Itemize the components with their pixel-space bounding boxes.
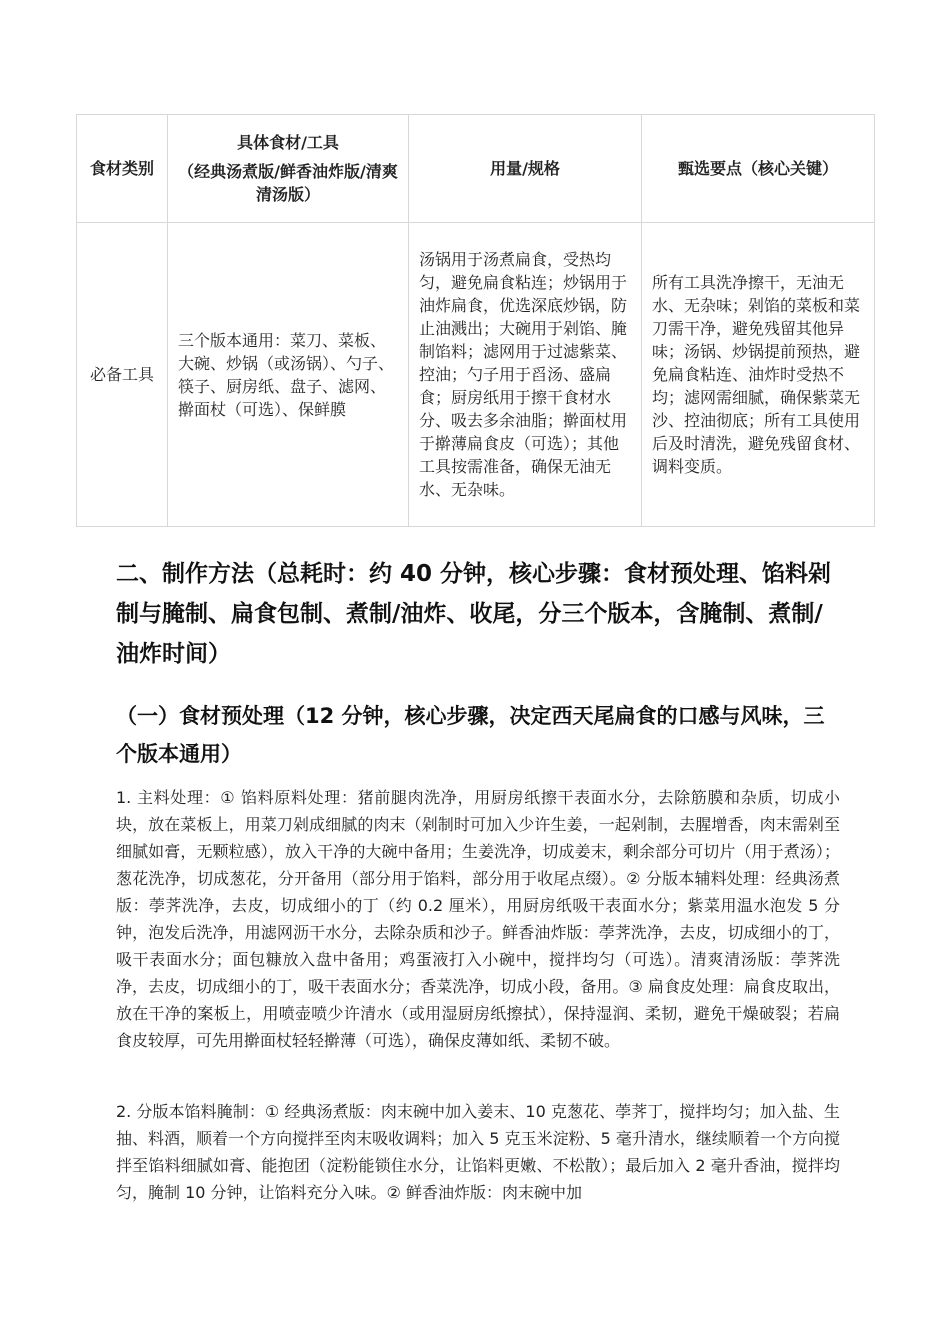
header-items-main: 具体食材/工具	[237, 133, 339, 152]
table-header-row	[77, 115, 875, 223]
tools-table	[76, 114, 875, 527]
subsection-title: （一）食材预处理（12 分钟，核心步骤，决定西天尾扁食的口感与风味，三个版本通用）	[116, 704, 825, 766]
cell-tips: 所有工具洗净擦干，无油无水、无杂味；剁馅的菜板和菜刀需干净，避免残留其他异味；汤锅、炒锅提前预热，避免扁食粘连、油炸时受热不均；滤网需细腻，确保紫菜无沙、控油彻底；所有工具使用后及时清洗，避免残留食材、调料变质。	[642, 223, 875, 527]
cell-quantity: 汤锅用于汤煮扁食，受热均匀，避免扁食粘连；炒锅用于油炸扁食，优选深底炒锅，防止油溅出；大碗用于剁馅、腌制馅料；滤网用于过滤紫菜、控油；勺子用于舀汤、盛扁食；厨房纸用于擦干食材水分、吸去多余油脂；擀面杖用于擀薄扁食皮（可选）；其他工具按需准备，确保无油无水、无杂味。	[409, 223, 642, 527]
paragraph-main-ingredients: 1. 主料处理：① 馅料原料处理：猪前腿肉洗净，用厨房纸擦干表面水分，去除筋膜和杂质，切成小块，放在菜板上，用菜刀剁成细腻的肉末（剁制时可加入少许生姜，一起剁制，去腥增香，肉末需剁至细腻如膏，无颗粒感），放入干净的大碗中备用；生姜洗净，切成姜末，剩余部分可切片（用于煮汤）；葱花洗净，切成葱花，分开备用（部分用于馅料，部分用于收尾点缀）。② 分版本辅料处理：经典汤煮版：荸荠洗净，去皮，切成细小的丁（约 0.2 厘米），用厨房纸吸干表面水分；紫菜用温水泡发 5 分钟，泡发后洗净，用滤网沥干水分，去除杂质和沙子。鲜香油炸版：荸荠洗净，去皮，切成细小的丁，吸干表面水分；面包糠放入盘中备用；鸡蛋液打入小碗中，搅拌均匀（可选）。清爽清汤版：荸荠洗净，去皮，切成细小的丁，吸干表面水分；香菜洗净，切成小段，备用。③ 扁食皮处理：扁食皮取出，放在干净的案板上，用喷壶喷少许清水（或用湿厨房纸擦拭），保持湿润、柔韧，避免干燥破裂；若扁食皮较厚，可先用擀面杖轻轻擀薄（可选），确保皮薄如纸、柔韧不破。	[116, 788, 840, 1050]
paragraph-filling-marinade: 2. 分版本馅料腌制：① 经典汤煮版：肉末碗中加入姜末、10 克葱花、荸荠丁，搅拌均匀；加入盐、生抽、料酒，顺着一个方向搅拌至肉末吸收调料；加入 5 克玉米淀粉、5 毫升清水，继续顺着一个方向搅拌至馅料细腻如膏、能抱团（淀粉能锁住水分，让馅料更嫩、不松散）；最后加入 2 毫升香油，搅拌均匀，腌制 10 分钟，让馅料充分入味。② 鲜香油炸版：肉末碗中加	[116, 1102, 840, 1202]
cell-items: 三个版本通用：菜刀、菜板、大碗、炒锅（或汤锅）、勺子、筷子、厨房纸、盘子、滤网、擀面杖（可选）、保鲜膜	[168, 223, 409, 527]
header-items	[168, 115, 409, 223]
header-items-sub: （经典汤煮版/鲜香油炸版/清爽清汤版）	[178, 162, 398, 204]
header-tips: 甄选要点（核心关键）	[642, 115, 875, 223]
section-title: 二、制作方法（总耗时：约 40 分钟，核心步骤：食材预处理、馅料剁制与腌制、扁食包制、煮制/油炸、收尾，分三个版本，含腌制、煮制/油炸时间）	[116, 561, 832, 667]
header-category: 食材类别	[77, 115, 168, 223]
table-row	[77, 223, 875, 527]
header-quantity: 用量/规格	[409, 115, 642, 223]
cell-category: 必备工具	[77, 223, 168, 527]
